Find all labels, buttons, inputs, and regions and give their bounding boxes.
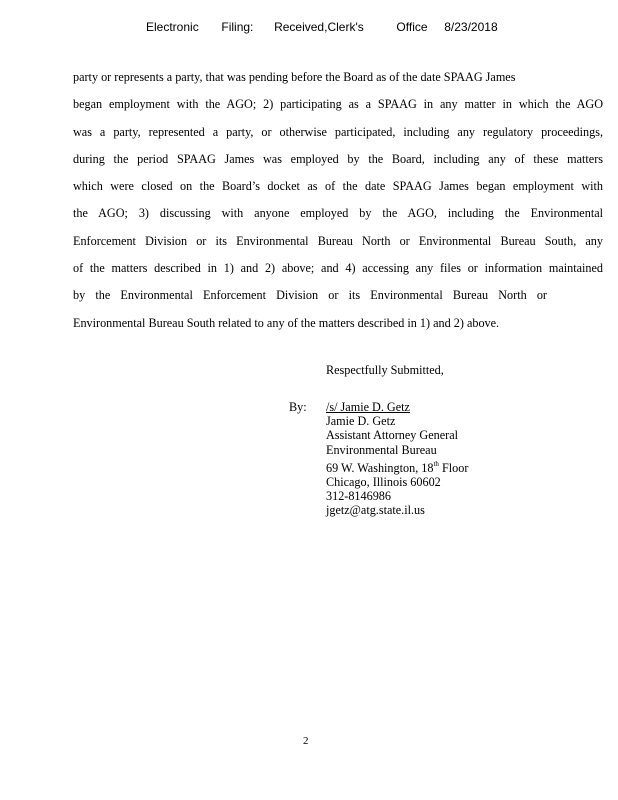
body-line: party or represents a party, that was pending before the Board as of the date SPAAG James xyxy=(73,70,516,84)
body-line: which were closed on the Board’s docket as of the date SPAAG James began employment with xyxy=(73,179,603,194)
address-floor: Floor xyxy=(441,460,469,475)
body-line: Enforcement Division or its Environmental Bureau North or Environmental Bureau South, any xyxy=(73,233,603,248)
address-ordinal: th xyxy=(433,459,439,468)
signer-title: Assistant Attorney General xyxy=(326,428,459,443)
header-office: Office xyxy=(396,20,428,34)
body-line: the AGO; 3) discussing with anyone employed by the AGO, including the Environmental xyxy=(73,206,603,221)
signer-phone: 312-8146986 xyxy=(326,489,391,504)
signer-name: Jamie D. Getz xyxy=(326,414,396,429)
body-line: of the matters described in 1) and 2) above; and 4) accessing any files or information maintained xyxy=(73,261,603,276)
by-label: By: xyxy=(289,400,307,414)
signer-address xyxy=(326,457,468,475)
signer-bureau: Environmental Bureau xyxy=(326,442,437,457)
body-line: by the Environmental Enforcement Division or its Environmental Bureau North or xyxy=(73,288,547,303)
signer-email: jgetz@atg.state.il.us xyxy=(326,503,425,518)
body-paragraph xyxy=(73,68,603,341)
header-date: 8/23/2018 xyxy=(444,20,498,34)
signature-block xyxy=(326,400,468,518)
header-filing: Filing: xyxy=(221,20,254,34)
page-number: 2 xyxy=(303,735,309,747)
electronic-signature: /s/ Jamie D. Getz xyxy=(326,400,410,414)
address-street: 69 W. Washington, 18 xyxy=(326,460,434,475)
body-line: Environmental Bureau South related to any of the matters described in 1) and 2) above. xyxy=(73,315,500,330)
signer-city: Chicago, Illinois 60602 xyxy=(326,475,441,490)
header-received: Received,Clerk's xyxy=(274,20,364,34)
closing-text: Respectfully Submitted, xyxy=(326,363,444,377)
body-line: during the period SPAAG James was employed by the Board, including any of these matters xyxy=(73,151,603,166)
body-line: was a party, represented a party, or otherwise participated, including any regulatory proceedings, xyxy=(73,124,603,139)
filing-header xyxy=(146,20,498,34)
body-line: began employment with the AGO; 2) participating as a SPAAG in any matter in which the AGO xyxy=(73,97,603,112)
header-electronic: Electronic xyxy=(146,20,199,34)
